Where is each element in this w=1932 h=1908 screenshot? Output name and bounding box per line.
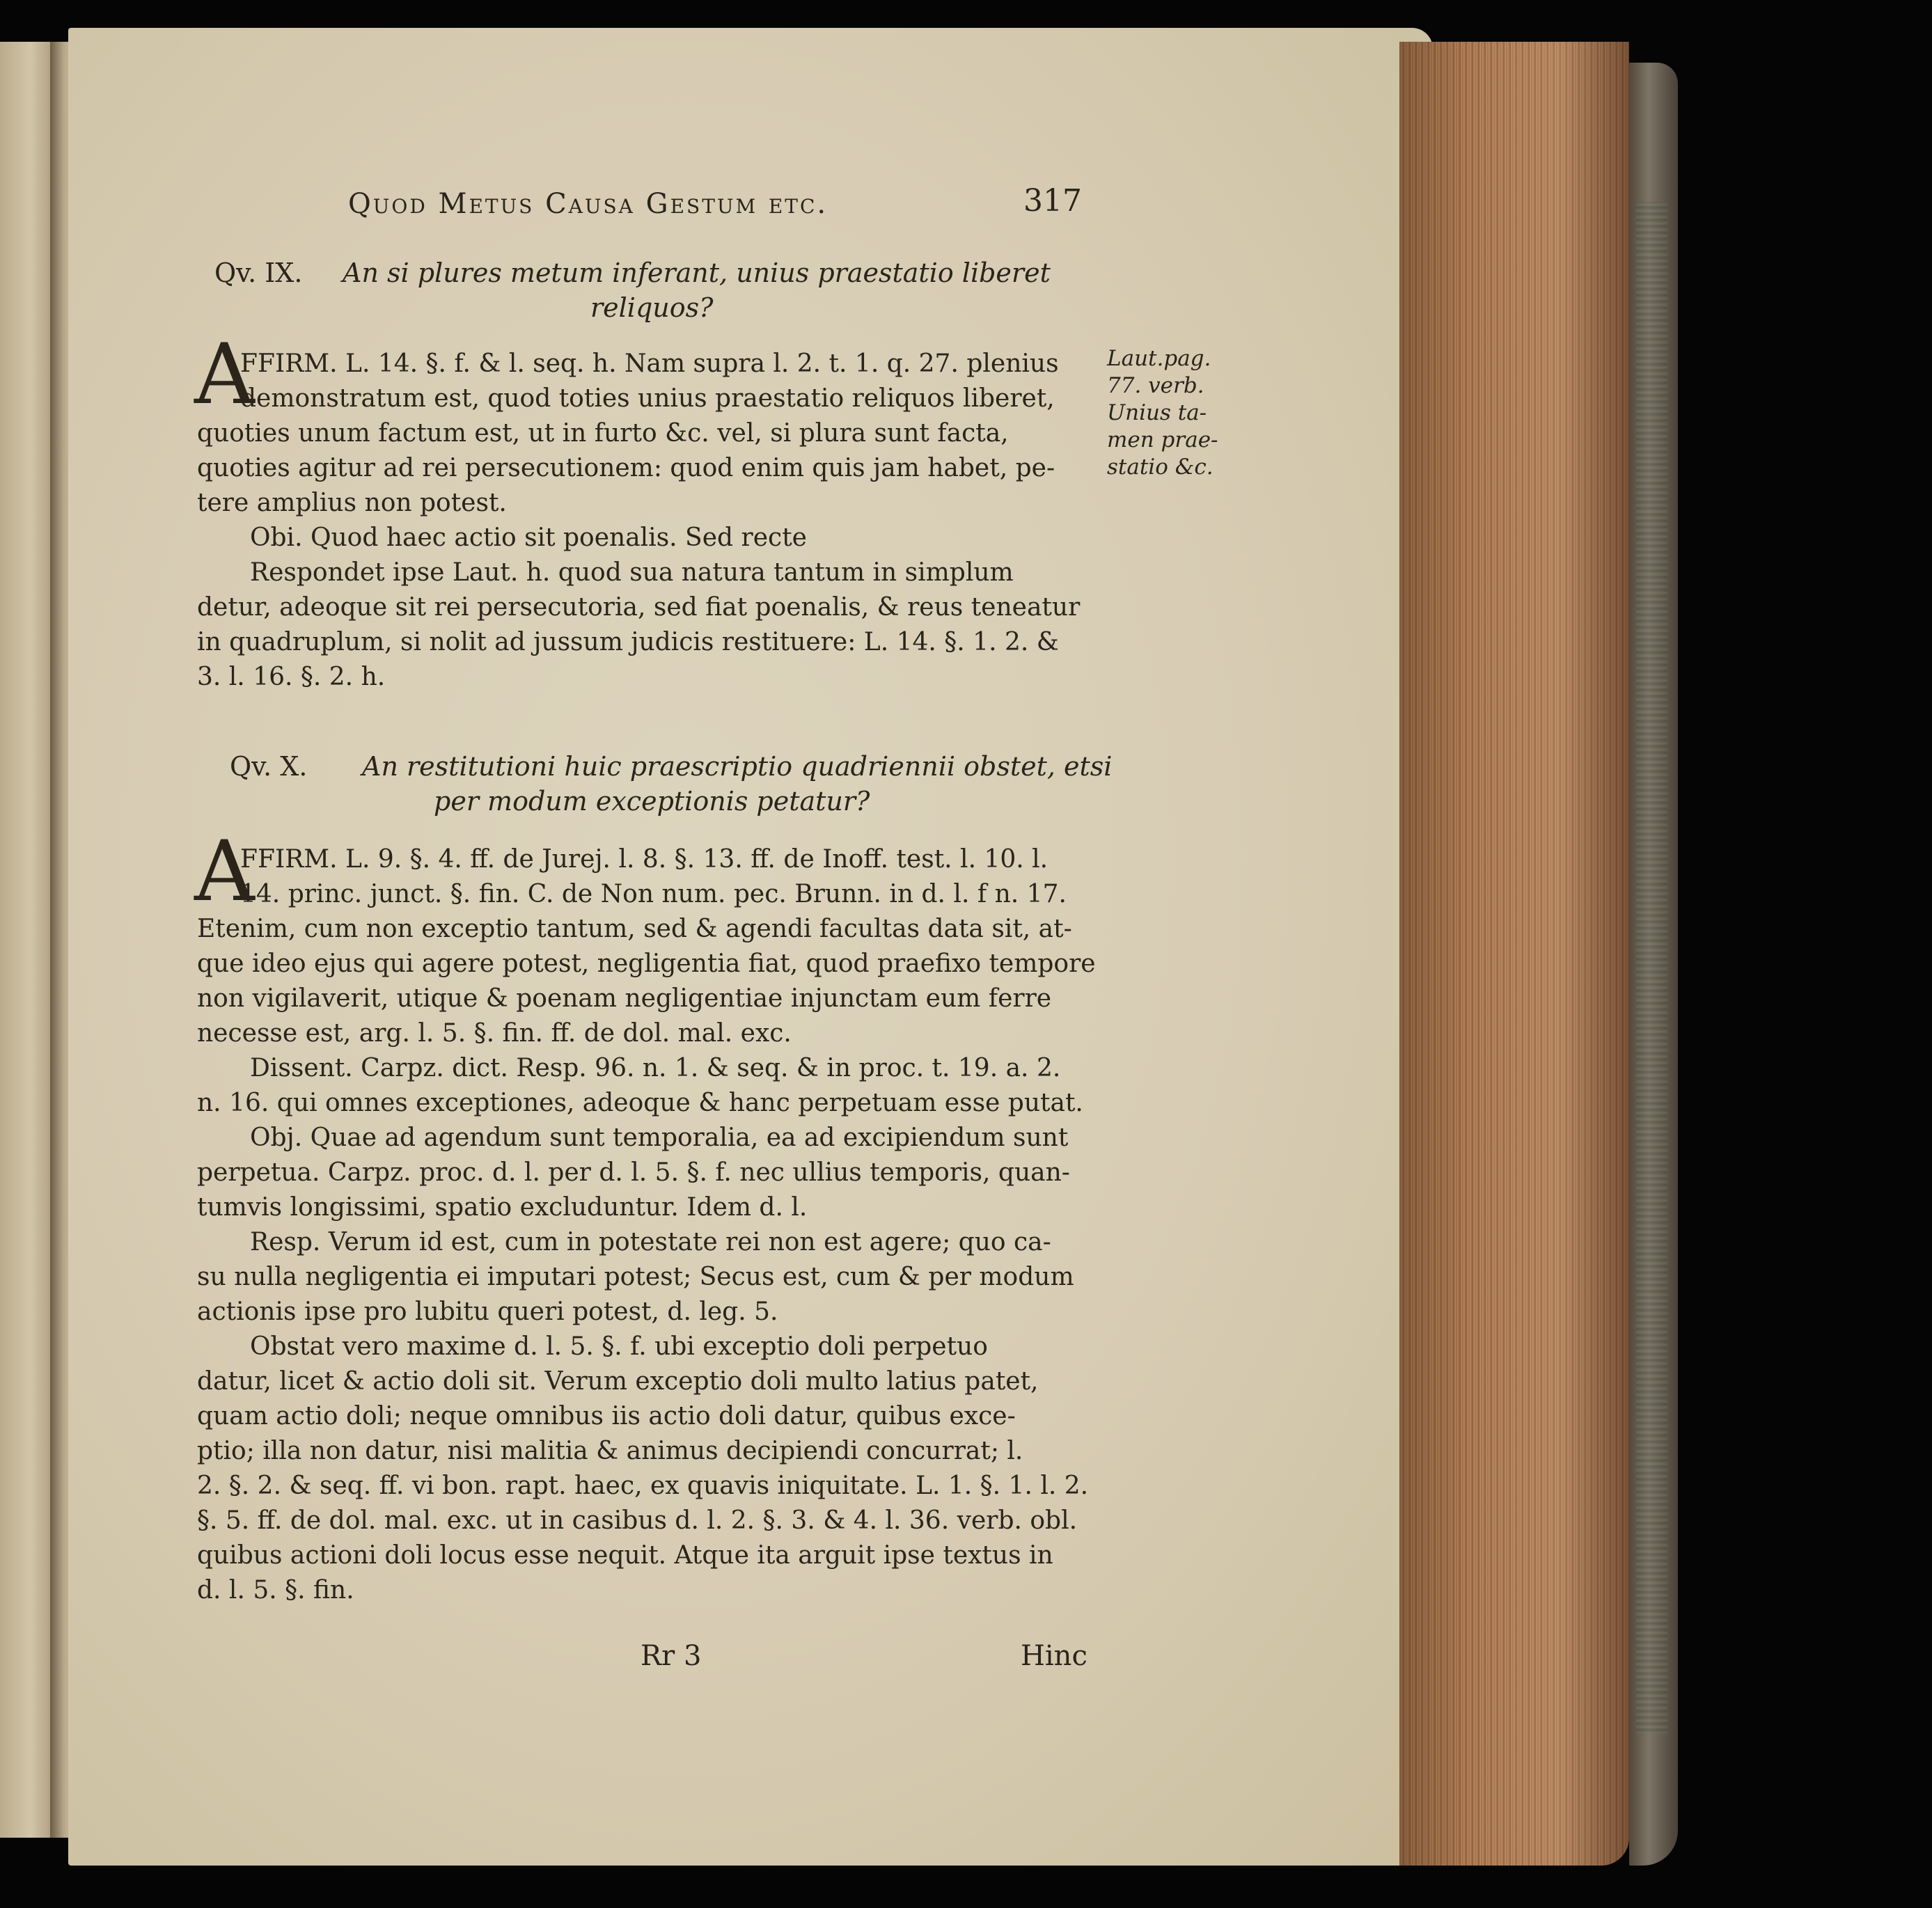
q9-answer [197, 347, 1102, 695]
text-line: quoties unum factum est, ut in furto &c. vel, si plura sunt facta, [197, 419, 1009, 448]
q10-title-line2: per modum exceptionis petatur? [434, 786, 870, 817]
margin-note-line: Unius ta- [1107, 400, 1207, 425]
text-line: non vigilaverit, utique & poenam negligentiae injunctam eum ferre [197, 984, 1052, 1013]
text-line: d. l. 5. §. fin. [197, 1576, 354, 1605]
q10-label: Qv. X. [230, 751, 308, 782]
text-line: datur, licet & actio doli sit. Verum exceptio doli multo latius patet, [197, 1367, 1039, 1396]
book-cover-edge [1629, 63, 1678, 1866]
text-line: necesse est, arg. l. 5. §. fin. ff. de dol. mal. exc. [197, 1019, 792, 1048]
dropcap-1: A [194, 326, 255, 423]
text-line: 14. princ. junct. §. fin. C. de Non num. pec. Brunn. in d. l. f n. 17. [240, 880, 1067, 908]
text-line: Dissent. Carpz. dict. Resp. 96. n. 1. & seq. & in proc. t. 19. a. 2. [250, 1054, 1061, 1082]
page-number: 317 [1023, 183, 1082, 219]
q10-title-line1: An restitutioni huic praescriptio quadriennii obstet, etsi [362, 751, 1113, 782]
dropcap-2: A [194, 823, 255, 920]
catchword: Hinc [1021, 1640, 1087, 1672]
text-line: 3. l. 16. §. 2. h. [197, 663, 386, 691]
text-line: quibus actioni doli locus esse nequit. Atque ita arguit ipse textus in [197, 1541, 1053, 1570]
text-line: tumvis longissimi, spatio excluduntur. Idem d. l. [197, 1193, 808, 1222]
text-line: detur, adeoque sit rei persecutoria, sed fiat poenalis, & reus teneatur [197, 593, 1081, 622]
text-line: Respondet ipse Laut. h. quod sua natura tantum in simplum [250, 558, 1014, 587]
text-line: Obj. Quae ad agendum sunt temporalia, ea ad excipiendum sunt [250, 1123, 1069, 1152]
text-line: n. 16. qui omnes exceptiones, adeoque & hanc perpetuam esse putat. [197, 1089, 1083, 1117]
text-line: FFIRM. L. 9. §. 4. ff. de Jurej. l. 8. §. 13. ff. de Inoff. test. l. 10. l. [240, 845, 1049, 874]
text-line: perpetua. Carpz. proc. d. l. per d. l. 5. §. f. nec ullius temporis, quan- [197, 1158, 1070, 1187]
text-line: ptio; illa non datur, nisi malitia & animus decipiendi concurrat; l. [197, 1437, 1023, 1465]
q9-title-line2: reliquos? [590, 292, 714, 323]
margin-note-line: statio &c. [1107, 455, 1214, 480]
running-head: Quod Metus Causa Gestum etc. [348, 188, 828, 220]
text-line: 2. §. 2. & seq. ff. vi bon. rapt. haec, ex quavis iniquitate. L. 1. §. 1. l. 2. [197, 1472, 1089, 1500]
margin-note-line: Laut.pag. [1107, 346, 1211, 371]
q9-label: Qv. IX. [214, 258, 303, 288]
text-line: Etenim, cum non exceptio tantum, sed & agendi facultas data sit, at- [197, 915, 1072, 943]
text-line: Resp. Verum id est, cum in potestate rei non est agere; quo ca- [250, 1228, 1051, 1256]
text-line: in quadruplum, si nolit ad jussum judicis restituere: L. 14. §. 1. 2. & [197, 628, 1059, 656]
text-line: §. 5. ff. de dol. mal. exc. ut in casibus d. l. 2. §. 3. & 4. l. 36. verb. obl. [197, 1506, 1078, 1535]
left-page-edge [0, 42, 56, 1838]
text-line: su nulla negligentia ei imputari potest; Secus est, cum & per modum [197, 1263, 1074, 1291]
signature-mark: Rr 3 [641, 1640, 702, 1672]
text-line: Obstat vero maxime d. l. 5. §. f. ubi exceptio doli perpetuo [250, 1332, 988, 1361]
text-line: Obi. Quod haec actio sit poenalis. Sed recte [250, 523, 807, 552]
text-line: tere amplius non potest. [197, 489, 507, 517]
margin-note-line: men prae- [1107, 427, 1218, 452]
page-edges-shading [1399, 42, 1629, 1866]
q9-title-line1: An si plures metum inferant, unius praestatio liberet [343, 258, 1051, 288]
text-line: demonstratum est, quod toties unius praestatio reliquos liberet, [240, 384, 1055, 413]
margin-note-line: 77. verb. [1107, 373, 1204, 398]
margin-note [1107, 345, 1229, 481]
q10-answer [197, 842, 1102, 1608]
text-line: actionis ipse pro lubitu queri potest, d. leg. 5. [197, 1298, 778, 1326]
text-line: quoties agitur ad rei persecutionem: quod enim quis jam habet, pe- [197, 454, 1055, 482]
text-line: FFIRM. L. 14. §. f. & l. seq. h. Nam supra l. 2. t. 1. q. 27. plenius [240, 349, 1059, 378]
text-line: quam actio doli; neque omnibus iis actio doli datur, quibus exce- [197, 1402, 1016, 1430]
text-line: que ideo ejus qui agere potest, negligentia fiat, quod praefixo tempore [197, 949, 1096, 978]
